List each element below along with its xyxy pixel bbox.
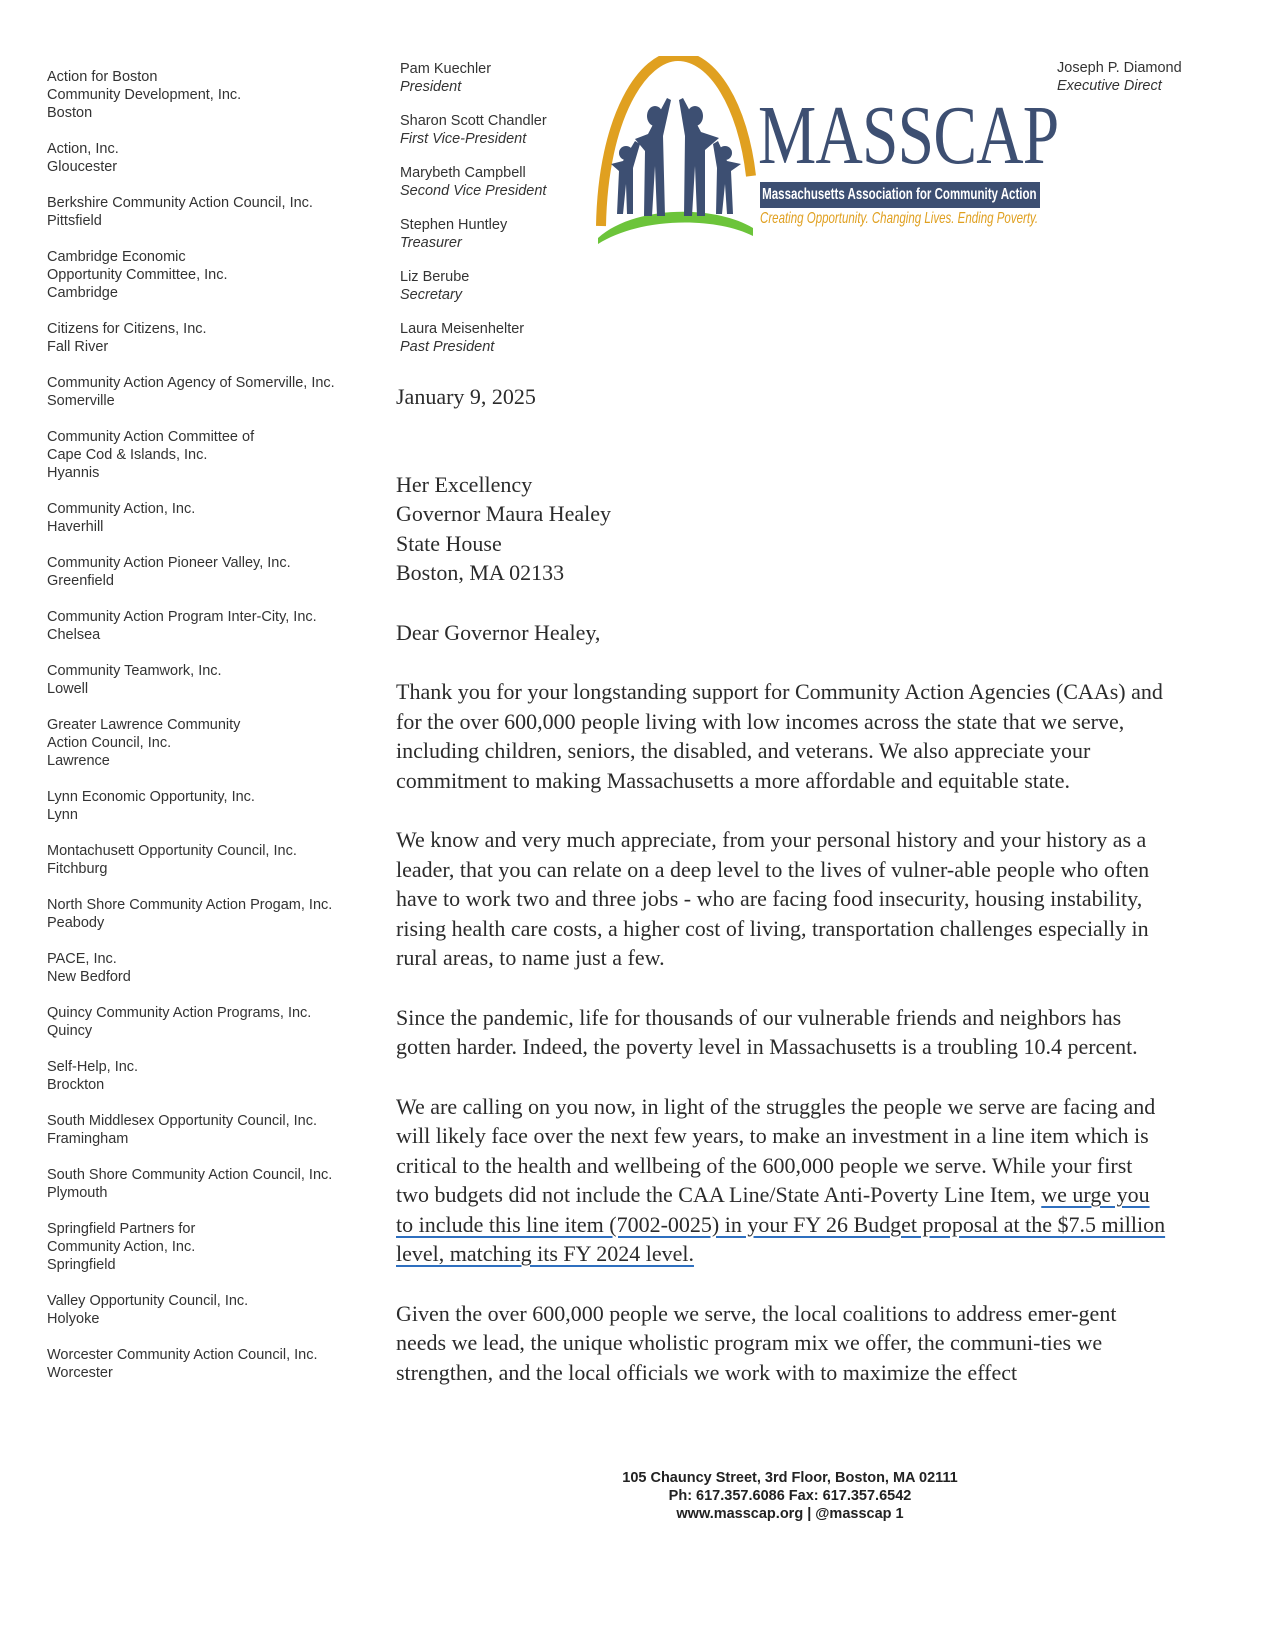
address-line: Boston, MA 02133: [396, 560, 565, 585]
agency-name: North Shore Community Action Progam, Inc.: [47, 897, 333, 913]
agency-city: New Bedford: [47, 969, 131, 985]
address-line: Her Excellency: [396, 471, 533, 497]
agency-name: Cambridge Economic: [47, 249, 186, 265]
agency-entry: [47, 320, 377, 356]
officer-title: Secretary: [400, 287, 463, 303]
logo-full-name-banner: [760, 182, 1040, 208]
agency-name: Valley Opportunity Council, Inc.: [47, 1293, 249, 1309]
logo-wordmark: MASSCAP: [758, 89, 1059, 182]
agency-city: Boston: [47, 105, 93, 121]
agency-city: Haverhill: [47, 519, 104, 535]
officer-name: Pam Kuechler: [400, 61, 492, 77]
agency-entry: [47, 1058, 377, 1094]
agency-entry: [47, 374, 377, 410]
agency-city: Plymouth: [47, 1185, 108, 1201]
executive-director: [1057, 59, 1182, 95]
agency-entry: [47, 842, 377, 878]
agency-name: Community Teamwork, Inc.: [47, 663, 222, 679]
officer-title: Past President: [400, 339, 495, 355]
agency-name: Citizens for Citizens, Inc.: [47, 321, 207, 337]
officer-entry: [400, 268, 580, 304]
agency-name: Berkshire Community Action Council, Inc.: [47, 195, 313, 211]
agency-name: Quincy Community Action Programs, Inc.: [47, 1005, 312, 1021]
agency-name: Opportunity Committee, Inc.: [47, 267, 228, 283]
officer-name: Stephen Huntley: [400, 217, 508, 233]
paragraph: Thank you for your longstanding support for Community Action Agencies (CAAs) and for the over 600,000 people living with low incomes across the state that we serve, including children, seniors, the disabled, and veterans. We also appreciate your commitment to making Massachusetts a more affordable and equitable state.: [396, 679, 1163, 793]
agency-city: Fitchburg: [47, 861, 108, 877]
paragraph: Since the pandemic, life for thousands of our vulnerable friends and neighbors has gotten harder. Indeed, the poverty level in Massachusetts is a troubling 10.4 percent.: [396, 1004, 1138, 1059]
officer-title: Second Vice President: [400, 183, 547, 199]
agency-name: South Middlesex Opportunity Council, Inc.: [47, 1113, 317, 1129]
agency-name: Action Council, Inc.: [47, 735, 172, 751]
officer-name: Liz Berube: [400, 269, 470, 285]
officer-title: President: [400, 79, 462, 95]
agency-name: Worcester Community Action Council, Inc.: [47, 1347, 318, 1363]
board-officers-list: [400, 60, 580, 372]
paragraph-funding-request: [396, 1092, 1166, 1269]
agency-city: Cambridge: [47, 285, 118, 301]
agency-city: Framingham: [47, 1131, 129, 1147]
agency-city: Pittsfield: [47, 213, 102, 229]
agency-name: Community Action Pioneer Valley, Inc.: [47, 555, 291, 571]
agency-entry: [47, 554, 377, 590]
agency-entry: [47, 788, 377, 824]
officer-name: Sharon Scott Chandler: [400, 113, 547, 129]
agency-entry: [47, 950, 377, 986]
paragraph-text: We are calling on you now, in light of the struggles the people we serve are facing and will likely face over the next few years, to make an investment in a line item which is critical to the health and wellbeing of the 600,000 people we serve. While your first two budgets did not include the CAA Line/State Anti-Poverty Line Item,: [396, 1093, 1156, 1207]
agency-entry: [47, 140, 377, 176]
logo-tagline: [760, 210, 1050, 228]
agency-name: Springfield Partners for: [47, 1221, 196, 1237]
agency-entry: [47, 1292, 377, 1328]
agency-name: South Shore Community Action Council, Inc.: [47, 1167, 333, 1183]
agency-city: Peabody: [47, 915, 105, 931]
masscap-logo: [593, 56, 1059, 246]
agency-entry: [47, 248, 377, 302]
agency-entry: [47, 1112, 377, 1148]
executive-title: Executive Direct: [1057, 78, 1162, 94]
funding-request-link[interactable]: we urge you to include this line item (7002-0025) in your FY 26 Budget proposal at the $7.5 million level, matching its FY 2024 level.: [396, 1182, 1166, 1266]
footer: [540, 1469, 1040, 1523]
agency-name: Action for Boston: [47, 69, 158, 85]
address-line: State House: [396, 530, 502, 556]
officer-entry: [400, 60, 580, 96]
logo-full-name: Massachusetts Association for Community Action: [762, 186, 1037, 203]
agency-name: Montachusett Opportunity Council, Inc.: [47, 843, 297, 859]
agency-name: Community Action Program Inter-City, Inc.: [47, 609, 317, 625]
agency-name: Community Action Agency of Somerville, Inc.: [47, 375, 335, 391]
agency-entry: [47, 194, 377, 230]
officer-name: Marybeth Campbell: [400, 165, 526, 181]
logo-tagline-text: Creating Opportunity. Changing Lives. Ending Poverty.: [760, 210, 1039, 227]
agency-entry: [47, 1346, 377, 1382]
agency-city: Lowell: [47, 681, 89, 697]
agency-city: Holyoke: [47, 1311, 100, 1327]
address-line: Governor Maura Healey: [396, 501, 612, 526]
salutation: Dear Governor Healey,: [396, 619, 601, 645]
agency-entry: [47, 662, 377, 698]
agency-name: Lynn Economic Opportunity, Inc.: [47, 789, 255, 805]
agency-entry: [47, 608, 377, 644]
agency-city: Greenfield: [47, 573, 114, 589]
agency-name: Greater Lawrence Community: [47, 717, 241, 733]
agency-name: Community Action, Inc.: [47, 1239, 196, 1255]
agency-entry: [47, 1166, 377, 1202]
agency-city: Springfield: [47, 1257, 116, 1273]
member-agencies-list: [47, 68, 377, 1400]
officer-name: Laura Meisenhelter: [400, 321, 525, 337]
agency-name: Self-Help, Inc.: [47, 1059, 139, 1075]
letter-date: January 9, 2025: [396, 384, 536, 409]
executive-name: Joseph P. Diamond: [1057, 60, 1182, 76]
agency-name: PACE, Inc.: [47, 951, 117, 967]
agency-city: Brockton: [47, 1077, 105, 1093]
footer-web[interactable]: www.masscap.org | @masscap 1: [676, 1506, 904, 1522]
recipient-address: [396, 470, 1166, 588]
agency-city: Gloucester: [47, 159, 118, 175]
officer-title: First Vice-President: [400, 131, 527, 147]
agency-name: Community Action, Inc.: [47, 501, 196, 517]
agency-name: Community Action Committee of: [47, 429, 255, 445]
agency-city: Somerville: [47, 393, 115, 409]
agency-entry: [47, 68, 377, 122]
agency-name: Action, Inc.: [47, 141, 119, 157]
agency-city: Chelsea: [47, 627, 101, 643]
agency-city: Quincy: [47, 1023, 93, 1039]
agency-name: Cape Cod & Islands, Inc.: [47, 447, 208, 463]
paragraph: Given the over 600,000 people we serve, the local coalitions to address emer-gent needs we lead, the unique wholistic program mix we offer, the communi-ties we strengthen, and the local officials we work with to maximize the effect: [396, 1300, 1117, 1385]
paragraph: We know and very much appreciate, from your personal history and your history as a leader, that you can relate on a deep level to the lives of vulner-able people who often have to work two and three jobs - who are facing food insecurity, housing instability, rising health care costs, a higher cost of living, transportation challenges especially in rural areas, to name just a few.: [396, 827, 1150, 970]
agency-city: Worcester: [47, 1365, 113, 1381]
officer-entry: [400, 112, 580, 148]
agency-entry: [47, 1220, 377, 1274]
officer-entry: [400, 164, 580, 200]
agency-name: Community Development, Inc.: [47, 87, 242, 103]
letter-body: [396, 382, 1166, 1387]
agency-entry: [47, 1004, 377, 1040]
footer-address: 105 Chauncy Street, 3rd Floor, Boston, MA 02111: [622, 1470, 958, 1486]
agency-city: Lynn: [47, 807, 78, 823]
agency-entry: [47, 716, 377, 770]
agency-entry: [47, 500, 377, 536]
officer-title: Treasurer: [400, 235, 462, 251]
agency-entry: [47, 428, 377, 482]
agency-city: Lawrence: [47, 753, 110, 769]
agency-city: Fall River: [47, 339, 109, 355]
footer-phone: Ph: 617.357.6086 Fax: 617.357.6542: [668, 1488, 912, 1504]
agency-entry: [47, 896, 377, 932]
officer-entry: [400, 320, 580, 356]
families-arch-icon: [593, 56, 758, 246]
officer-entry: [400, 216, 580, 252]
agency-city: Hyannis: [47, 465, 100, 481]
